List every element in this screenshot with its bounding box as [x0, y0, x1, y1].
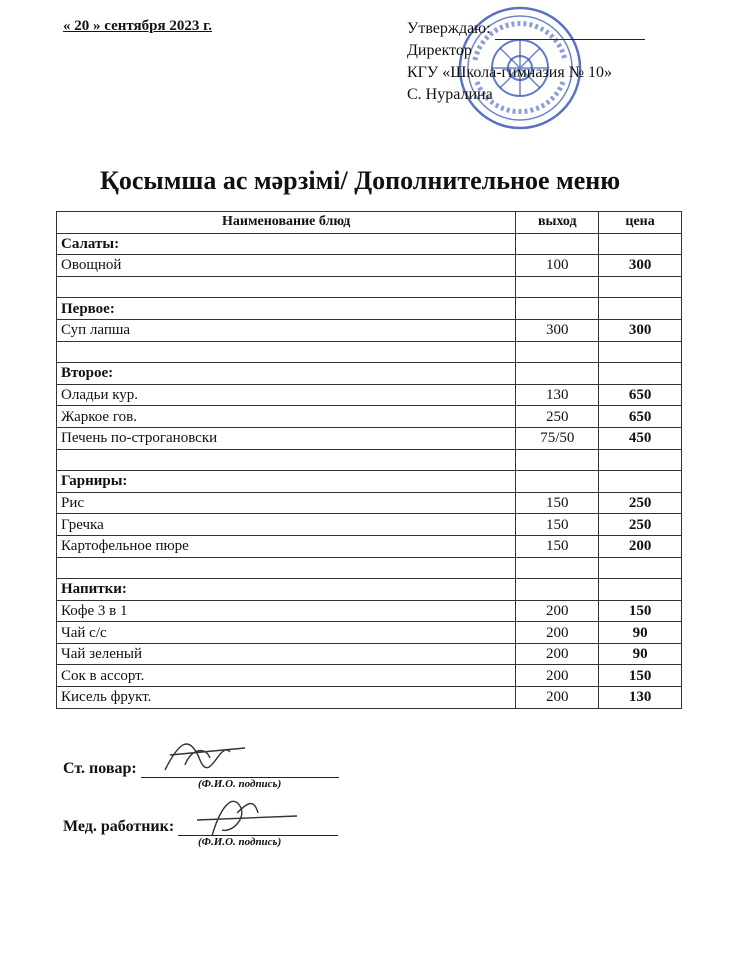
price-cell: 650 [599, 384, 682, 406]
table-row [57, 514, 682, 536]
dish-name-cell: Гречка [57, 514, 516, 536]
section-row [57, 233, 682, 255]
table-row [57, 384, 682, 406]
approved-label: Утверждаю: [407, 20, 491, 37]
dish-name-cell: Гарниры: [57, 471, 516, 493]
dish-name-cell: Чай с/с [57, 622, 516, 644]
cook-signature-hint: (Ф.И.О. подпись) [198, 778, 282, 790]
dish-name-cell [57, 341, 516, 363]
dish-name-cell: Сок в ассорт. [57, 665, 516, 687]
price-cell [599, 233, 682, 255]
table-row [57, 665, 682, 687]
dish-name-cell: Кисель фрукт. [57, 687, 516, 709]
dish-name-cell: Жаркое гов. [57, 406, 516, 428]
dish-name-cell [57, 449, 516, 471]
table-row [57, 600, 682, 622]
price-cell: 150 [599, 600, 682, 622]
section-row [57, 471, 682, 493]
section-row [57, 363, 682, 385]
table-row [57, 535, 682, 557]
output-cell: 200 [516, 665, 599, 687]
price-cell [599, 449, 682, 471]
dish-name-cell: Овощной [57, 255, 516, 277]
price-cell [599, 298, 682, 320]
blank-row [57, 341, 682, 363]
price-cell: 450 [599, 427, 682, 449]
price-cell [599, 579, 682, 601]
price-cell: 130 [599, 687, 682, 709]
output-cell [516, 298, 599, 320]
output-cell [516, 557, 599, 579]
header-dish-name: Наименование блюд [57, 212, 516, 234]
price-cell [599, 363, 682, 385]
cook-label: Ст. повар: [63, 760, 137, 777]
dish-name-cell: Картофельное пюре [57, 535, 516, 557]
price-cell: 300 [599, 255, 682, 277]
dish-name-cell: Чай зеленый [57, 643, 516, 665]
director-position: Директор [407, 42, 472, 59]
medic-signature-icon [192, 788, 302, 843]
table-row [57, 622, 682, 644]
output-cell [516, 233, 599, 255]
output-cell [516, 579, 599, 601]
header-price: цена [599, 212, 682, 234]
table-header-row [57, 212, 682, 234]
dish-name-cell: Второе: [57, 363, 516, 385]
dish-name-cell: Оладьи кур. [57, 384, 516, 406]
output-cell: 150 [516, 535, 599, 557]
blank-row [57, 557, 682, 579]
medic-signature-hint: (Ф.И.О. подпись) [198, 836, 282, 848]
price-cell [599, 341, 682, 363]
approval-block [407, 18, 645, 106]
blank-row [57, 449, 682, 471]
price-cell: 90 [599, 622, 682, 644]
price-cell [599, 557, 682, 579]
output-cell: 200 [516, 622, 599, 644]
output-cell: 250 [516, 406, 599, 428]
medic-label: Мед. работник: [63, 818, 175, 835]
dish-name-cell: Напитки: [57, 579, 516, 601]
price-cell: 250 [599, 492, 682, 514]
section-row [57, 579, 682, 601]
table-row [57, 687, 682, 709]
dish-name-cell: Кофе 3 в 1 [57, 600, 516, 622]
output-cell: 200 [516, 643, 599, 665]
table-row [57, 427, 682, 449]
price-cell [599, 471, 682, 493]
table-row [57, 492, 682, 514]
price-cell: 300 [599, 319, 682, 341]
price-cell: 250 [599, 514, 682, 536]
output-cell: 150 [516, 514, 599, 536]
dish-name-cell [57, 557, 516, 579]
output-cell [516, 276, 599, 298]
output-cell: 200 [516, 687, 599, 709]
table-row [57, 643, 682, 665]
output-cell: 130 [516, 384, 599, 406]
dish-name-cell [57, 276, 516, 298]
table-row [57, 319, 682, 341]
price-cell: 150 [599, 665, 682, 687]
output-cell: 300 [516, 319, 599, 341]
price-cell: 90 [599, 643, 682, 665]
output-cell [516, 471, 599, 493]
dish-name-cell: Первое: [57, 298, 516, 320]
organization-name: КГУ «Школа-гимназия № 10» [407, 64, 612, 81]
price-cell: 200 [599, 535, 682, 557]
director-name: С. Нуралина [407, 86, 493, 103]
price-cell [599, 276, 682, 298]
table-row [57, 406, 682, 428]
output-cell [516, 449, 599, 471]
price-cell: 650 [599, 406, 682, 428]
page-title: Қосымша ас мәрзімі/ Дополнительное меню [100, 166, 621, 195]
document-date: « 20 » сентября 2023 г. [63, 18, 213, 34]
cook-signature-icon [160, 730, 250, 780]
output-cell: 100 [516, 255, 599, 277]
menu-table-body [57, 233, 682, 708]
output-cell [516, 363, 599, 385]
output-cell [516, 341, 599, 363]
blank-row [57, 276, 682, 298]
dish-name-cell: Салаты: [57, 233, 516, 255]
output-cell: 75/50 [516, 427, 599, 449]
dish-name-cell: Рис [57, 492, 516, 514]
table-row [57, 255, 682, 277]
section-row [57, 298, 682, 320]
output-cell: 200 [516, 600, 599, 622]
dish-name-cell: Суп лапша [57, 319, 516, 341]
output-cell: 150 [516, 492, 599, 514]
menu-table [56, 211, 682, 709]
dish-name-cell: Печень по-строгановски [57, 427, 516, 449]
header-output: выход [516, 212, 599, 234]
